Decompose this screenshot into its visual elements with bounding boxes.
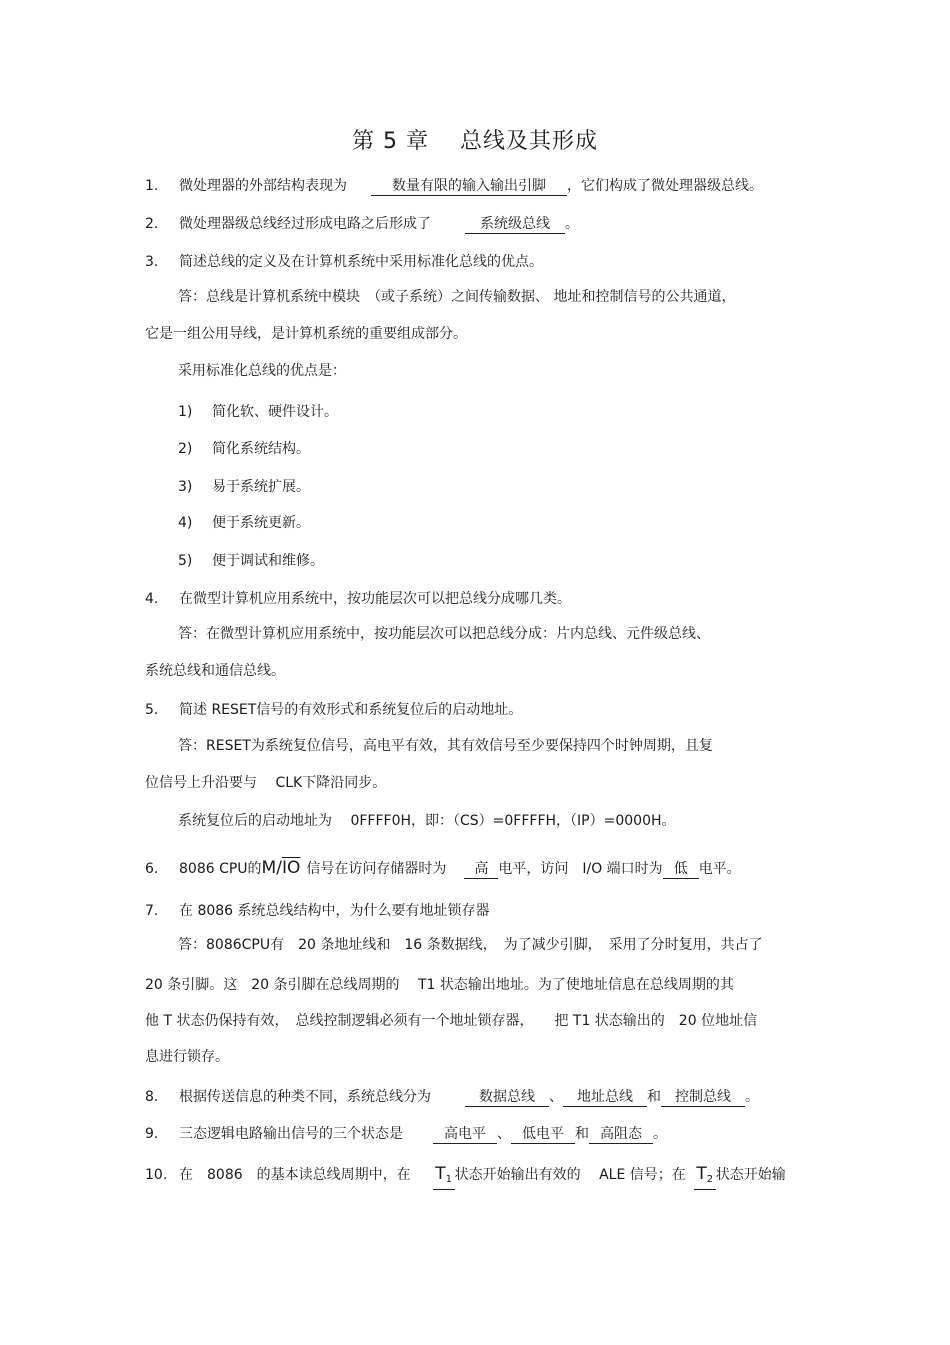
signal-m: M/ [261,858,282,878]
answer-text: 20 条引脚。这 20 条引脚在总线周期的 T1 状态输出地址。为了使地址信息在总线周期的其 [145,977,734,993]
list-item: 2) 简化系统结构。 [178,441,310,457]
answer-text: 系统复位后的启动地址为 0FFFF0H，即：（CS）=0FFFFH，（IP）=0000H。 [178,813,676,829]
answer-blank: 高 [464,860,498,879]
question-8: 8. 根据传送信息的种类不同，系统总线分为 数据总线 、 地址总线 和 控制总线 。 [145,1089,759,1105]
answer-text: 答：8086CPU有 20 条地址线和 16 条数据线， 为了减少引脚， 采用了分时复用，共占了 [178,937,763,953]
list-item: 1) 简化软、硬件设计。 [178,404,338,420]
signal-io-overbar: $\overline{IO}$ [281,858,301,878]
question-3: 3. 简述总线的定义及在计算机系统中采用标准化总线的优点。 [145,254,543,270]
answer-blank: 地址总线 [563,1088,647,1107]
answer-blank: 高电平 [433,1125,497,1144]
t1-state: $T_1$ [433,1165,455,1190]
question-9: 9. 三态逻辑电路输出信号的三个状态是 高电平 、 低电平 和 高阻态 。 [145,1126,667,1142]
answer-text: 息进行锁存。 [145,1049,229,1065]
question-2: 2. 微处理器级总线经过形成电路之后形成了 系统级总线 。 [145,216,579,232]
question-5: 5. 简述 RESET信号的有效形式和系统复位后的启动地址。 [145,702,523,718]
t2-state: $T_2$ [694,1165,716,1190]
answer-blank: 系统级总线 [465,215,565,234]
question-4: 4. 在微型计算机应用系统中，按功能层次可以把总线分成哪几类。 [145,591,571,607]
answer-blank: 数量有限的输入输出引脚 [371,177,567,196]
answer-text: 采用标准化总线的优点是： [178,363,346,379]
list-item: 3) 易于系统扩展。 [178,479,310,495]
answer-text: 答：在微型计算机应用系统中，按功能层次可以把总线分成：片内总线、元件级总线、 [178,626,710,642]
list-item: 5) 便于调试和维修。 [178,553,324,569]
answer-text: 答：RESET为系统复位信号，高电平有效，其有效信号至少要保持四个时钟周期，且复 [178,738,713,754]
question-1: 1. 微处理器的外部结构表现为 数量有限的输入输出引脚 ，它们构成了微处理器级总线。 [145,178,763,194]
question-10: 10. 在 8086 的基本读总线周期中，在 $T_1$ 状态开始输出有效的 ALE 信号；在 $T_2$ 状态开始输 [145,1165,786,1190]
answer-text: 他 T 状态仍保持有效， 总线控制逻辑必须有一个地址锁存器， 把 T1 状态输出的 20 位地址信 [145,1013,758,1029]
answer-text: 系统总线和通信总线。 [145,663,285,679]
answer-text: 答：总线是计算机系统中模块 （或子系统）之间传输数据、 地址和控制信号的公共通道， [178,289,736,305]
question-7: 7. 在 8086 系统总线结构中，为什么要有地址锁存器 [145,903,490,919]
answer-blank: 低 [663,860,699,879]
chapter-title: 第 5 章 总线及其形成 [352,129,598,154]
answer-text: 它是一组公用导线，是计算机系统的重要组成部分。 [145,326,467,342]
answer-blank: 控制总线 [661,1088,745,1107]
answer-blank: 数据总线 [465,1088,549,1107]
answer-blank: 高阻态 [589,1125,653,1144]
answer-blank: 低电平 [511,1125,575,1144]
list-item: 4) 便于系统更新。 [178,515,310,531]
question-6: 6. 8086 CPU的$M/\overline{IO}$ 信号在访问存储器时为 高 电平，访问 I/O 端口时为 低 电平。 [145,858,741,878]
answer-text: 位信号上升沿要与 CLK下降沿同步。 [145,775,387,791]
